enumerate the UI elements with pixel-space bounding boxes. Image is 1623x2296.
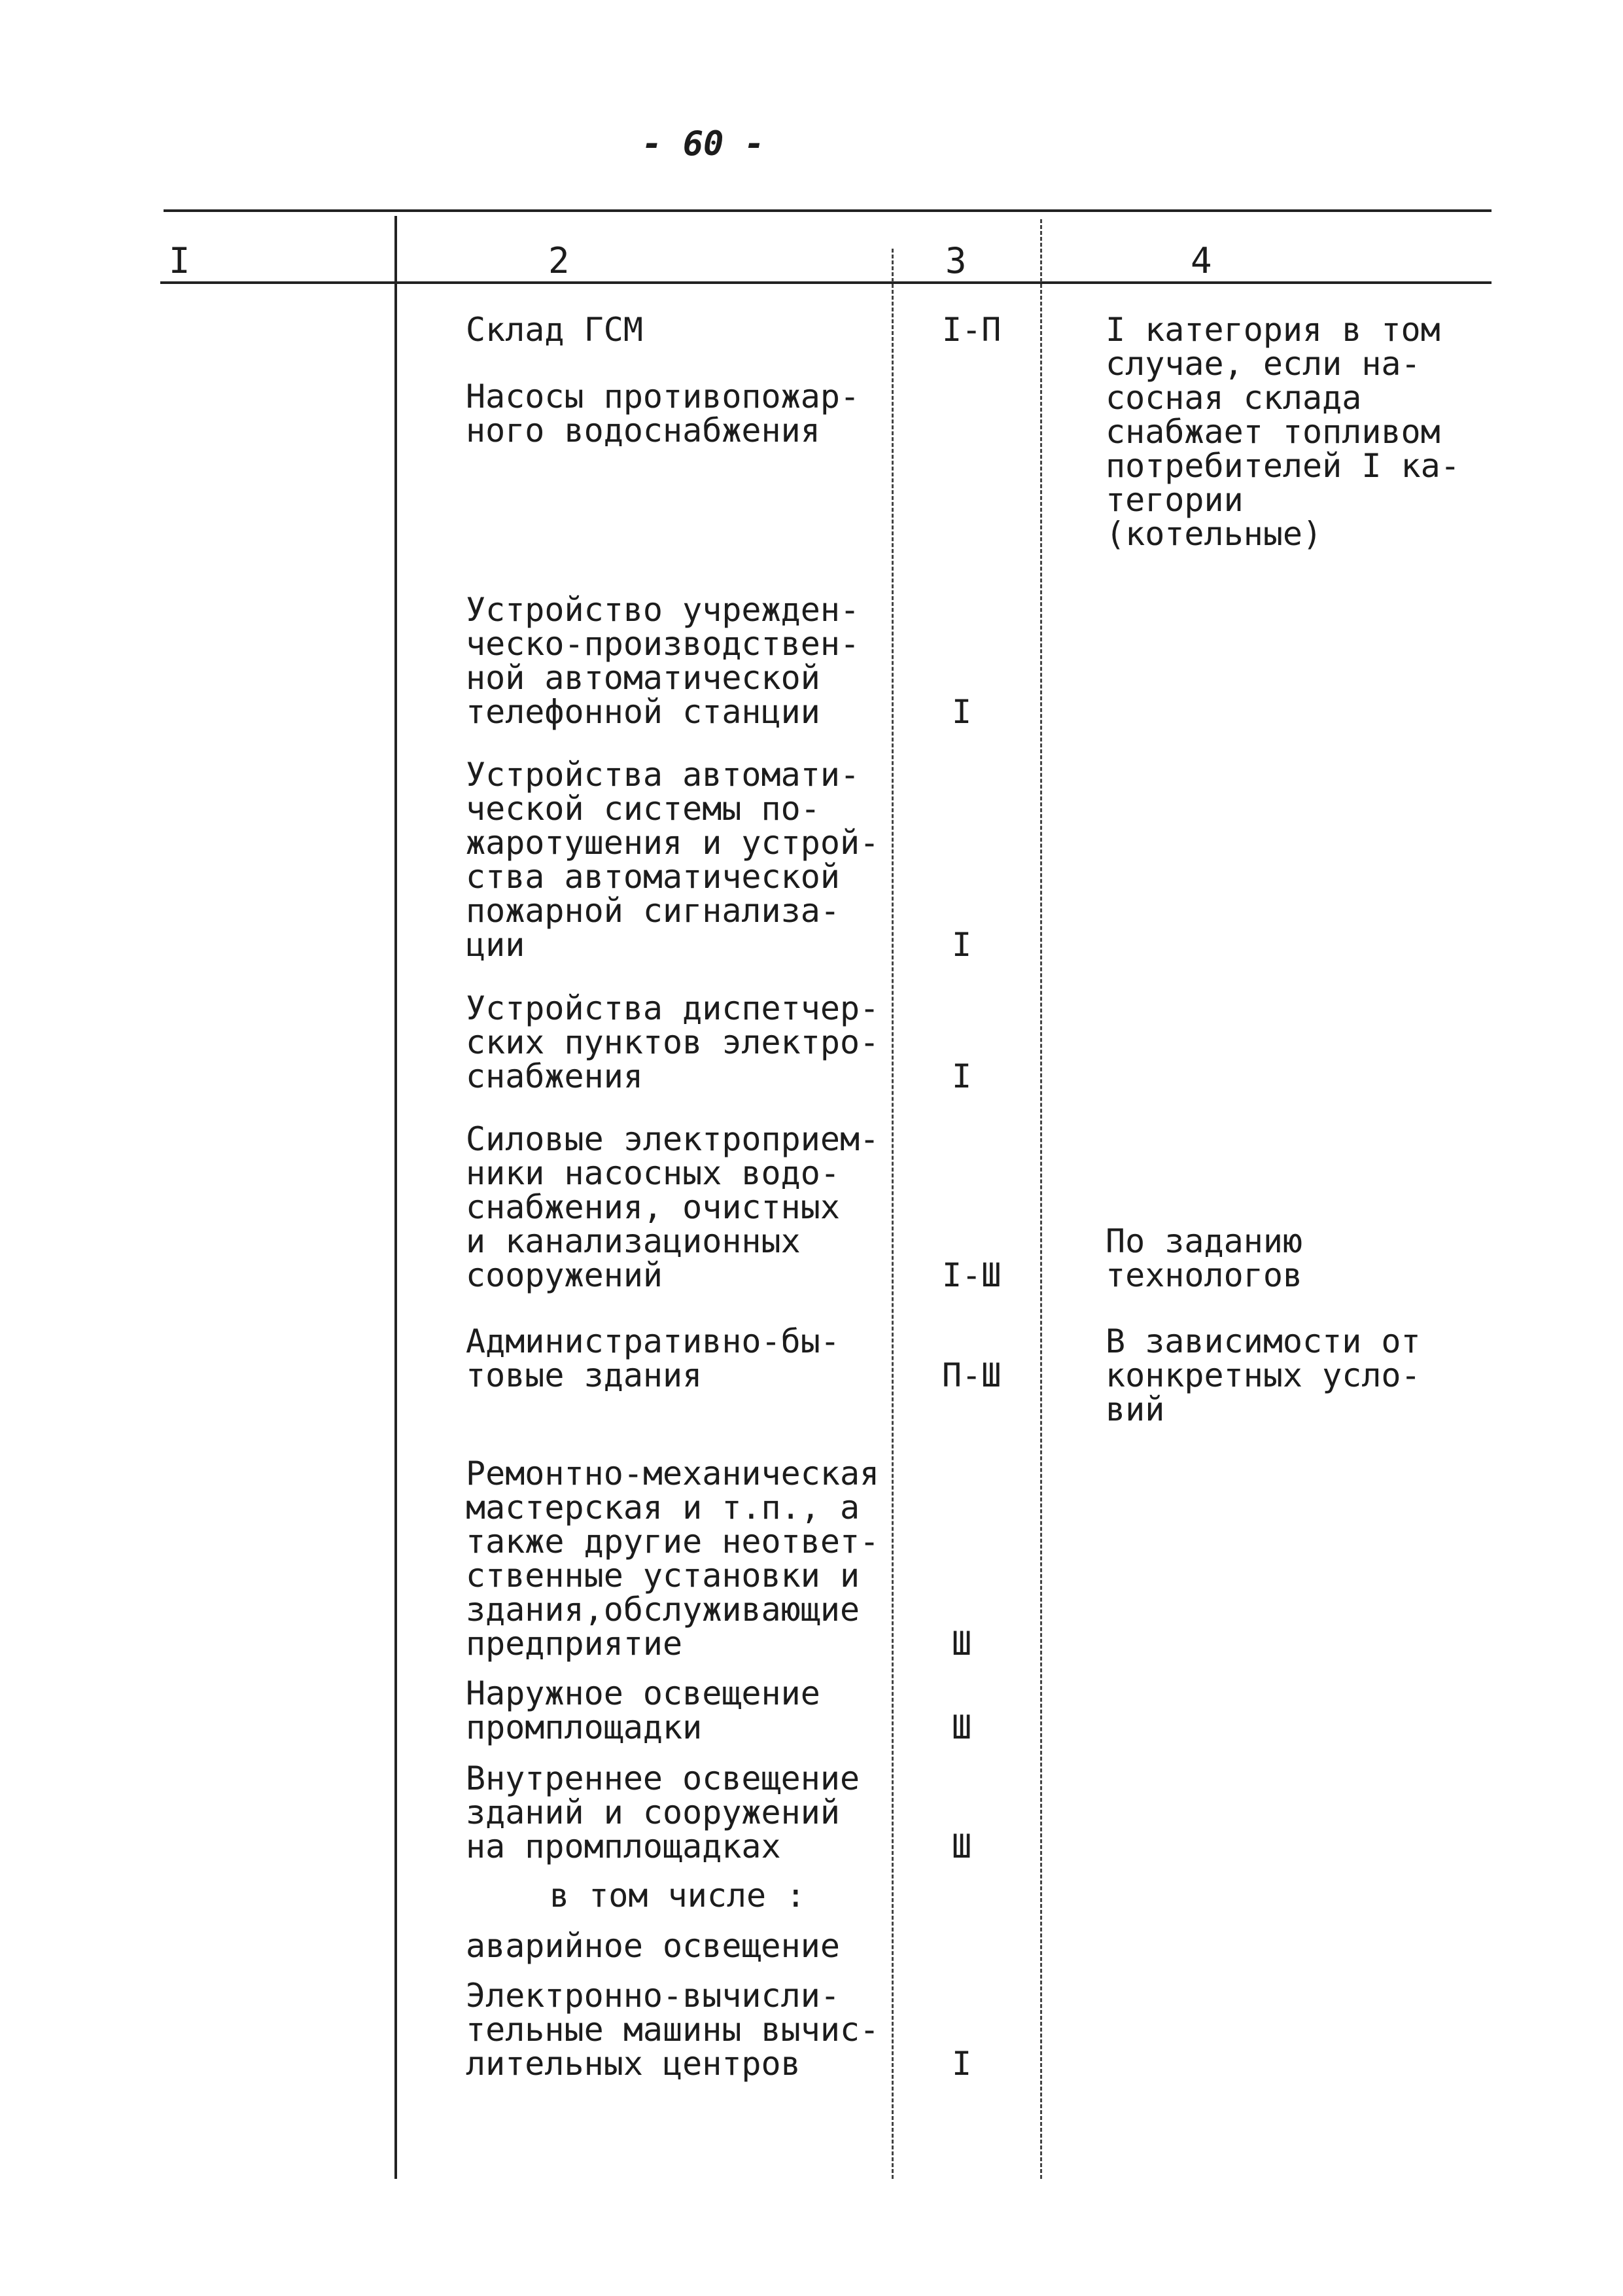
header-col-2: 2	[548, 240, 570, 281]
row-name-11: в том числе :	[550, 1877, 806, 1915]
page-number: - 60 -	[642, 124, 765, 164]
row-name-3: Устройство учрежден- ческо-производствен- ной автоматической телефонной станции	[466, 591, 860, 731]
header-col-3: 3	[945, 240, 967, 281]
row-name-8: Ремонтно-механическая мастерская и т.п., а также другие неответ- ственные установки и здания,обслуживающие предприятие	[466, 1455, 880, 1663]
header-col-4: 4	[1191, 240, 1212, 281]
column-divider-2	[892, 249, 894, 2179]
row-category-10: Ш	[952, 1828, 972, 1865]
row-note-6: По заданию технологов	[1106, 1222, 1303, 1294]
row-name-4: Устройства автомати- ческой системы по- жаротушения и устрой- ства автоматической пожарной сигнализа- ции	[466, 756, 880, 964]
row-category-7: П-Ш	[942, 1356, 1002, 1394]
row-category-3: I	[952, 693, 972, 731]
row-name-1: Склад ГСМ	[466, 311, 643, 349]
row-name-13: Электронно-вычисли- тельные машины вычис- лительных центров	[466, 1977, 880, 2083]
row-name-7: Административно-бы- товые здания	[466, 1322, 840, 1394]
row-name-10: Внутреннее освещение зданий и сооружений на промплощадках	[466, 1759, 860, 1865]
row-category-8: Ш	[952, 1625, 972, 1663]
row-note-7: В зависимости от конкретных усло- вий	[1106, 1322, 1421, 1428]
row-name-6: Силовые электроприем- ники насосных водо- снабжения, очистных и канализационных сооружений	[466, 1120, 880, 1294]
row-note-2: I категория в том случае, если на- сосная склада снабжает топливом потребителей I ка- тегории (котельные)	[1106, 311, 1460, 553]
table-top-rule	[164, 209, 1492, 212]
row-name-2: Насосы противопожар- ного водоснабжения	[466, 378, 860, 450]
column-divider-1	[394, 216, 397, 2179]
row-name-12: аварийное освещение	[466, 1927, 840, 1965]
row-category-1: I-П	[942, 311, 1002, 349]
row-category-5: I	[952, 1057, 972, 1095]
row-category-9: Ш	[952, 1708, 972, 1746]
row-category-4: I	[952, 926, 972, 964]
column-divider-3	[1040, 219, 1042, 2179]
row-category-6: I-Ш	[942, 1256, 1002, 1294]
row-name-5: Устройства диспетчер- ских пунктов электро- снабжения	[466, 989, 880, 1095]
header-bottom-rule	[160, 281, 1492, 284]
row-name-9: Наружное освещение промплощадки	[466, 1674, 820, 1746]
row-category-13: I	[952, 2045, 972, 2083]
header-col-1: I	[169, 240, 190, 281]
